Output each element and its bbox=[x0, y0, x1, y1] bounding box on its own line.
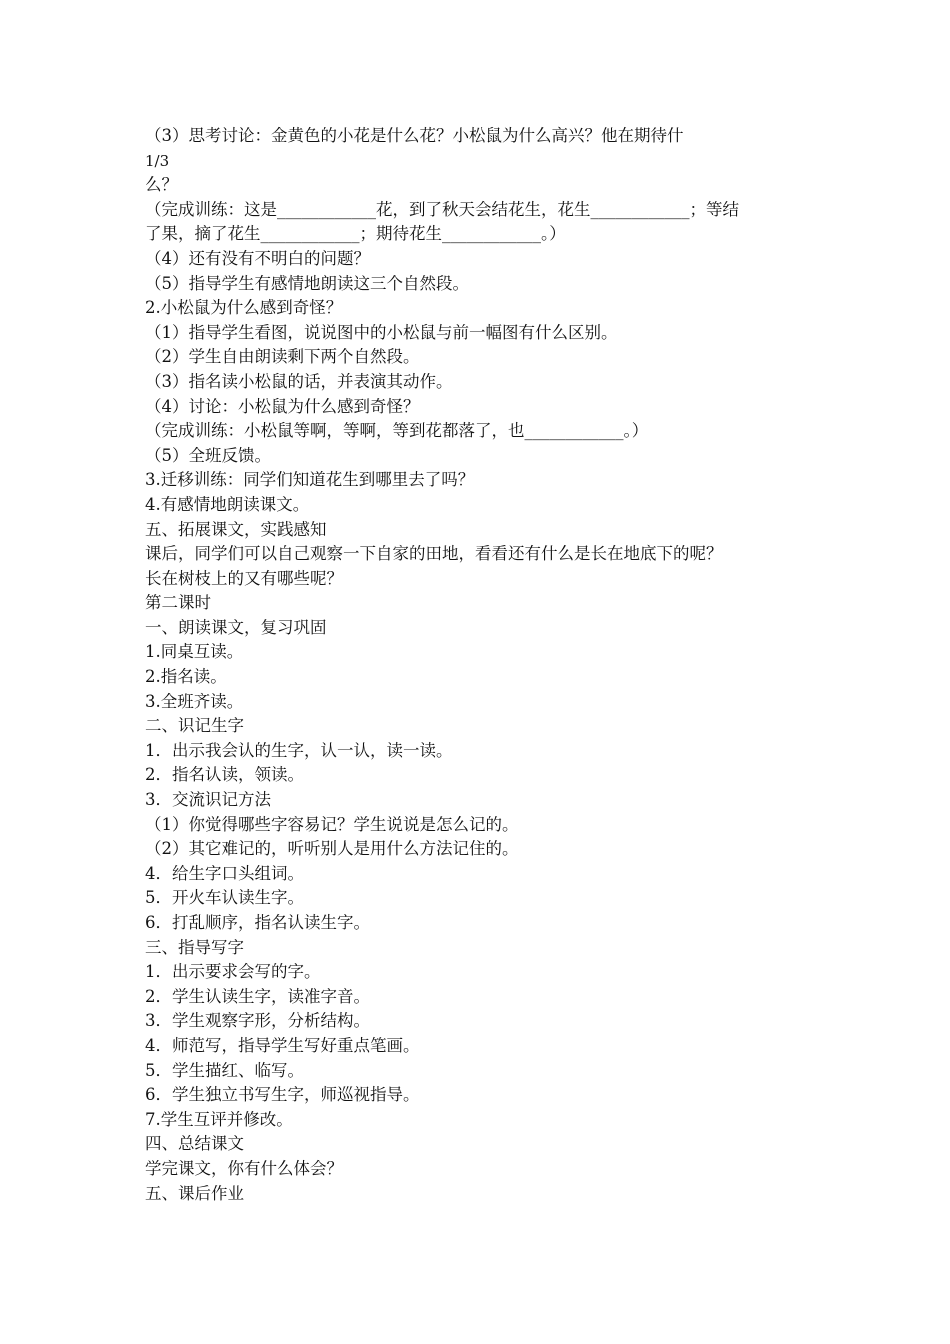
text-line: 1．出示要求会写的字。 bbox=[145, 962, 321, 982]
text-line: 4．师范写，指导学生写好重点笔画。 bbox=[145, 1035, 420, 1055]
text-line: 3.迁移训练：同学们知道花生到哪里去了吗？ bbox=[145, 470, 475, 490]
text-line: 6．学生独立书写生字，师巡视指导。 bbox=[145, 1085, 420, 1105]
section-heading: 三、指导写字 bbox=[145, 937, 244, 957]
text-line: （1）指导学生看图，说说图中的小松鼠与前一幅图有什么区别。 bbox=[145, 322, 618, 342]
text-line: 了果，摘了花生____________；期待花生____________。） bbox=[145, 224, 566, 244]
text-line: 么？ bbox=[145, 175, 178, 195]
section-heading: 五、课后作业 bbox=[145, 1183, 244, 1203]
text-line: 5．学生描红、临写。 bbox=[145, 1060, 304, 1080]
section-heading: 第二课时 bbox=[145, 593, 211, 613]
text-line: 1．出示我会认的生字，认一认，读一读。 bbox=[145, 740, 453, 760]
text-line: 2.小松鼠为什么感到奇怪？ bbox=[145, 298, 343, 318]
section-heading: 五、拓展课文，实践感知 bbox=[145, 519, 327, 539]
text-line: （2）其它难记的，听听别人是用什么方法记住的。 bbox=[145, 839, 519, 859]
text-line: （1）你觉得哪些字容易记？学生说说是怎么记的。 bbox=[145, 814, 519, 834]
text-line: （完成训练：小松鼠等啊，等啊，等到花都落了，也____________。） bbox=[145, 421, 649, 441]
text-line: （4）讨论：小松鼠为什么感到奇怪？ bbox=[145, 396, 420, 416]
section-heading: 二、识记生字 bbox=[145, 716, 244, 736]
text-line: （3）指名读小松鼠的话，并表演其动作。 bbox=[145, 371, 453, 391]
text-line: 2．学生认读生字，读准字音。 bbox=[145, 986, 370, 1006]
text-line: 课后，同学们可以自己观察一下自家的田地，看看还有什么是长在地底下的呢？ bbox=[145, 544, 723, 564]
text-line: （2）学生自由朗读剩下两个自然段。 bbox=[145, 347, 420, 367]
text-line: 2.指名读。 bbox=[145, 667, 227, 687]
section-heading: 四、总结课文 bbox=[145, 1134, 244, 1154]
text-line: 2．指名认读，领读。 bbox=[145, 765, 304, 785]
text-line: 5．开火车认读生字。 bbox=[145, 888, 304, 908]
text-line: （完成训练：这是____________花，到了秋天会结花生，花生____________；等结 bbox=[145, 199, 739, 219]
text-line: （5）全班反馈。 bbox=[145, 445, 271, 465]
text-line: 3．学生观察字形，分析结构。 bbox=[145, 1011, 370, 1031]
text-line: 4.有感情地朗读课文。 bbox=[145, 494, 310, 514]
text-line: 4．给生字口头组词。 bbox=[145, 863, 304, 883]
text-line: 3.全班齐读。 bbox=[145, 691, 244, 711]
document-page bbox=[145, 124, 815, 1206]
text-line: 3．交流识记方法 bbox=[145, 790, 271, 810]
text-line: 6．打乱顺序，指名认读生字。 bbox=[145, 913, 370, 932]
text-line: （4）还有没有不明白的问题？ bbox=[145, 248, 370, 268]
text-line: 1.同桌互读。 bbox=[145, 642, 244, 662]
text-line: （3）思考讨论：金黄色的小花是什么花？小松鼠为什么高兴？他在期待什 bbox=[145, 126, 684, 145]
text-line: 长在树枝上的又有哪些呢？ bbox=[145, 568, 343, 588]
text-line: 7.学生互评并修改。 bbox=[145, 1109, 293, 1129]
page-number: 1/3 bbox=[145, 151, 170, 170]
section-heading: 一、朗读课文，复习巩固 bbox=[145, 617, 327, 637]
text-line: 学完课文，你有什么体会？ bbox=[145, 1158, 343, 1178]
text-line: （5）指导学生有感情地朗读这三个自然段。 bbox=[145, 273, 469, 293]
